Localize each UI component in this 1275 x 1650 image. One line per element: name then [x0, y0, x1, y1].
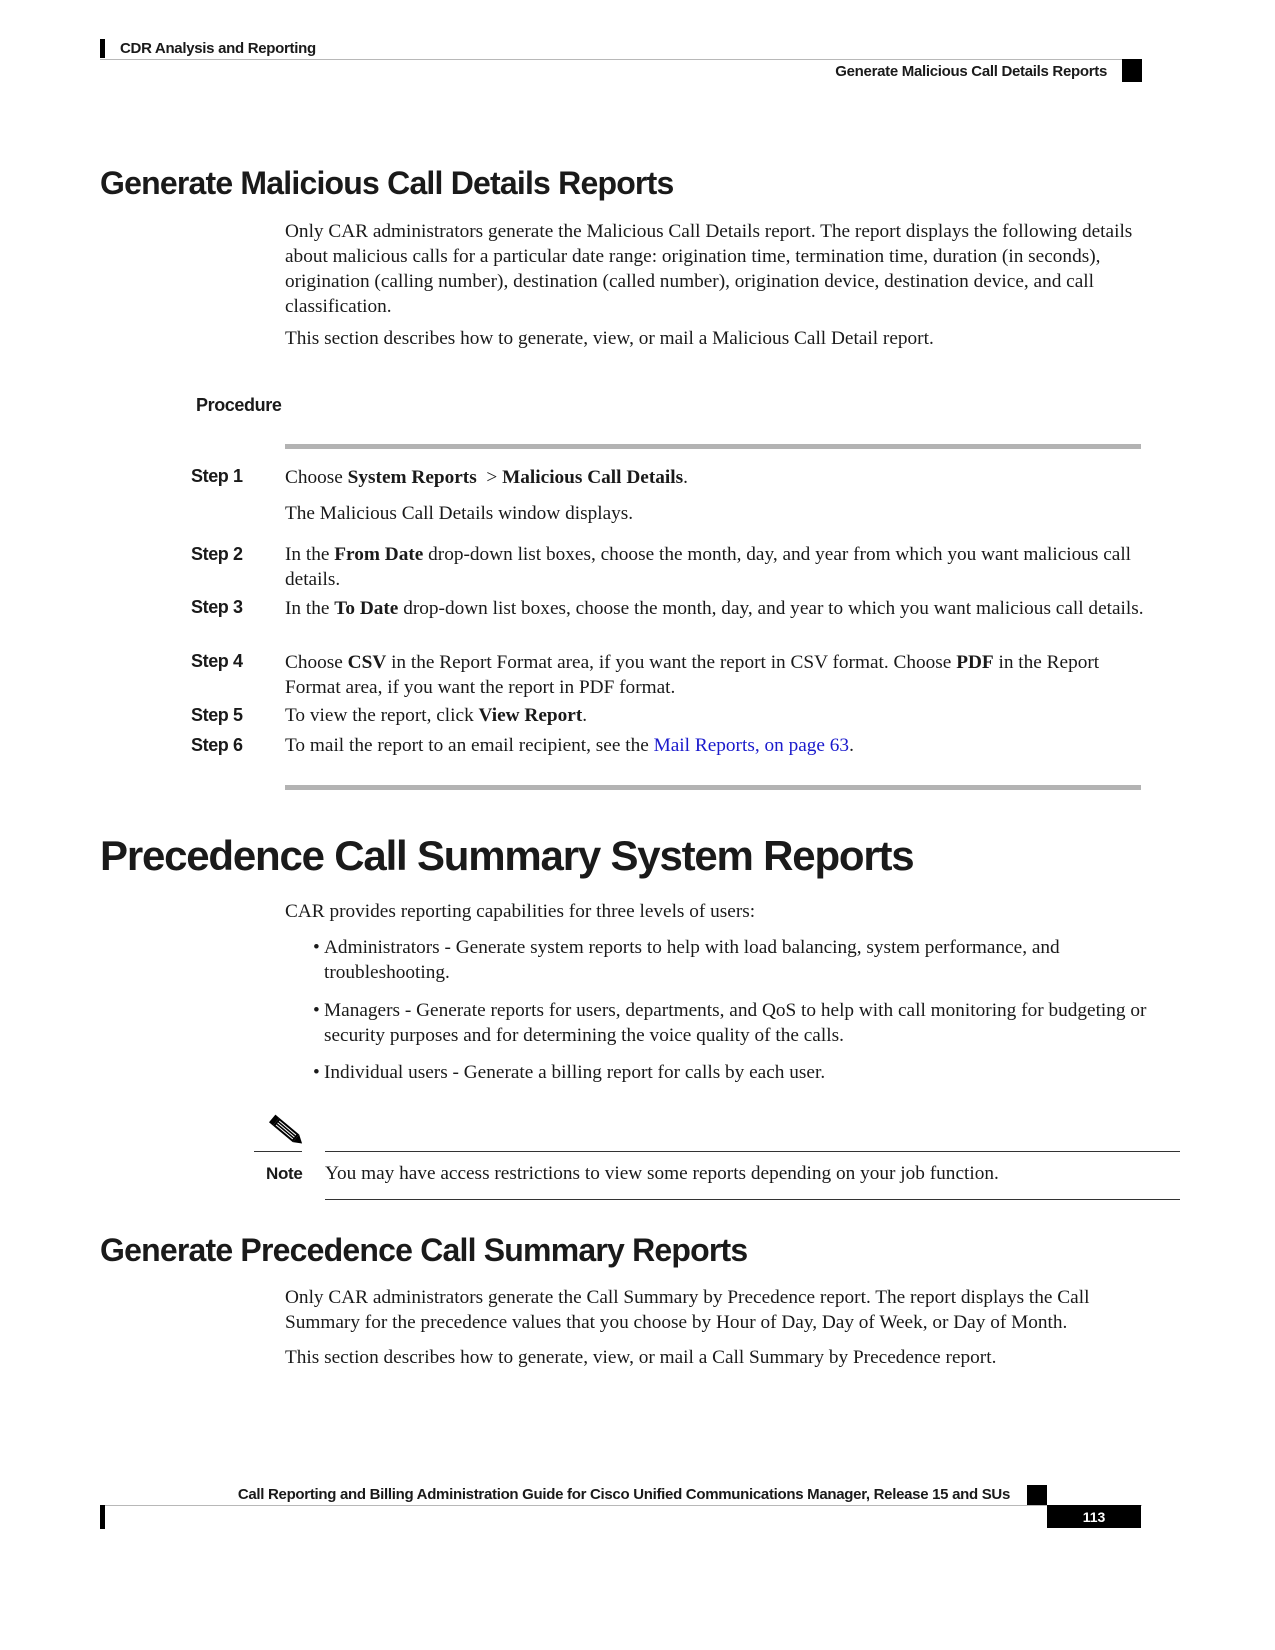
step-text: To view the report, click View Report. [285, 705, 588, 726]
step-label: Step 6 [191, 735, 243, 755]
header-rule [100, 59, 1142, 60]
header-left-bar [100, 39, 105, 58]
step-label: Step 3 [191, 597, 243, 617]
pencil-note-icon [265, 1110, 307, 1150]
step-label: Step 2 [191, 544, 243, 564]
procedure-label: Procedure [196, 395, 282, 415]
note-bottom-rule [325, 1199, 1180, 1200]
step-text: To mail the report to an email recipient, see the Mail Reports, on page 63. [285, 735, 854, 756]
page-number: 113 [1047, 1505, 1141, 1528]
bullet-mark: • [313, 1000, 320, 1021]
footer-book-title: Call Reporting and Billing Administration Guide for Cisco Unified Communications Manager, Release 15 and SUs [237, 1486, 1010, 1503]
note-top-rule [325, 1151, 1180, 1152]
header-section-title: Generate Malicious Call Details Reports [835, 63, 1107, 80]
header-square-marker [1122, 59, 1142, 82]
step-text: Choose CSV in the Report Format area, if you want the report in CSV format. Choose PDF in the Report Format area, if you want the report in PDF format. [285, 652, 1100, 698]
section-intro-precedence-summary: Only CAR administrators generate the Call Summary by Precedence report. The report displays the Call Summary for the precedence values that you choose by Hour of Day, Day of Week, or Day of Month. [285, 1287, 1090, 1333]
bullet-mark: • [313, 1062, 320, 1083]
note-text: You may have access restrictions to view some reports depending on your job function. [325, 1163, 999, 1184]
step-text: Choose System Reports > Malicious Call Details. [285, 467, 688, 488]
section-intro2-malicious: This section describes how to generate, view, or mail a Malicious Call Detail report. [285, 328, 934, 349]
step-result: The Malicious Call Details window displays. [285, 503, 634, 524]
footer-rule [100, 1505, 1142, 1506]
step-label: Step 5 [191, 705, 243, 725]
header-chapter-title: CDR Analysis and Reporting [120, 40, 316, 57]
note-icon-rule [254, 1151, 302, 1152]
bullet-mark: • [313, 937, 320, 958]
step-text: In the To Date drop-down list boxes, choose the month, day, and year to which you want malicious call details. [285, 598, 1144, 619]
footer-square-marker [1027, 1485, 1047, 1505]
section-intro2-precedence-summary: This section describes how to generate, view, or mail a Call Summary by Precedence report. [285, 1347, 997, 1368]
section-intro-precedence: CAR provides reporting capabilities for three levels of users: [285, 901, 756, 922]
list-item: • Individual users - Generate a billing report for calls by each user. [313, 1062, 826, 1083]
note-label: Note [266, 1164, 303, 1183]
step-label: Step 1 [191, 466, 243, 486]
procedure-bottom-rule [285, 785, 1141, 790]
chapter-title-precedence: Precedence Call Summary System Reports [100, 832, 914, 879]
mail-reports-link[interactable]: Mail Reports, on page 63 [653, 735, 850, 756]
procedure-top-rule [285, 444, 1141, 449]
list-item: • Administrators - Generate system reports to help with load balancing, system performance, and troubleshooting. [313, 937, 1060, 983]
section-title-precedence-summary: Generate Precedence Call Summary Reports [100, 1232, 748, 1268]
step-text: In the From Date drop-down list boxes, choose the month, day, and year from which you want malicious call details. [285, 544, 1132, 590]
step-label: Step 4 [191, 651, 243, 671]
list-item: • Managers - Generate reports for users, departments, and QoS to help with call monitoring for budgeting or security purposes and for determining the voice quality of the calls. [313, 1000, 1147, 1046]
section-title-malicious: Generate Malicious Call Details Reports [100, 165, 674, 201]
footer-left-bar [100, 1505, 105, 1529]
section-intro-malicious: Only CAR administrators generate the Malicious Call Details report. The report displays the following details about malicious calls for a particular date range: origination time, termination time, duration (in seconds), origination (calling number), destination (called number), origination device, destination device, and call classification. [285, 221, 1133, 317]
